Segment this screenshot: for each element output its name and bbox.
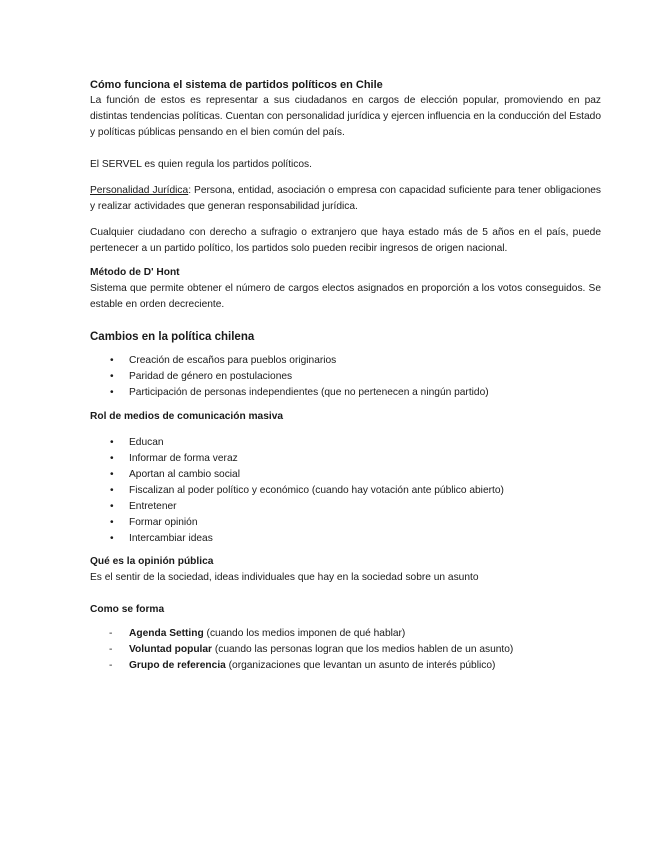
term-grupo-referencia: Grupo de referencia bbox=[129, 660, 226, 671]
list-item: - Grupo de referencia (organizaciones que levantan un asunto de interés público) bbox=[90, 658, 601, 674]
paragraph-servel: El SERVEL es quien regula los partidos políticos. bbox=[90, 159, 312, 170]
dash-icon: - bbox=[109, 644, 113, 655]
list-medios bbox=[90, 435, 601, 547]
paragraph-opinion: Es el sentir de la sociedad, ideas individuales que hay en la sociedad sobre un asunto bbox=[90, 572, 479, 583]
paragraph-ciudadano: Cualquier ciudadano con derecho a sufragio o extranjero que haya estado más de 5 años en el país, puede pertenecer a un partido político, los partidos solo pueden recibir ingresos de origen nacional. bbox=[90, 227, 601, 254]
bullet-icon: • bbox=[110, 501, 114, 512]
bullet-icon: • bbox=[110, 485, 114, 496]
section-title-opinion: Qué es la opinión pública bbox=[90, 556, 214, 567]
dash-icon: - bbox=[109, 660, 113, 671]
bullet-icon: • bbox=[110, 453, 114, 464]
list-item: • Formar opinión bbox=[90, 515, 601, 531]
term-agenda-setting: Agenda Setting bbox=[129, 628, 204, 639]
bullet-icon: • bbox=[110, 437, 114, 448]
dash-icon: - bbox=[109, 628, 113, 639]
section-title-forma: Como se forma bbox=[90, 604, 165, 615]
paragraph-personalidad bbox=[90, 183, 601, 215]
term-voluntad-popular: Voluntad popular bbox=[129, 644, 213, 655]
list-forma bbox=[90, 626, 601, 674]
section-title-partidos: Cómo funciona el sistema de partidos políticos en Chile bbox=[90, 79, 383, 91]
bullet-icon: • bbox=[110, 387, 114, 398]
list-cambios bbox=[90, 353, 601, 401]
bullet-icon: • bbox=[110, 533, 114, 544]
list-item: - Agenda Setting (cuando los medios imponen de qué hablar) bbox=[90, 626, 601, 642]
paragraph-funcion: La función de estos es representar a sus ciudadanos en cargos de elección popular, promoviendo en paz distintas tendencias políticas. Cuentan con personalidad jurídica y ejercen influencia en la conducción del Estado y políticas públicas pensando en el bien común del país. bbox=[90, 95, 601, 138]
paragraph-dhont: Sistema que permite obtener el número de cargos electos asignados en proporción a los votos conseguidos. Se estable en orden decreciente. bbox=[90, 283, 601, 310]
bullet-icon: • bbox=[110, 371, 114, 382]
list-item: • Paridad de género en postulaciones bbox=[90, 369, 601, 385]
section-title-dhont: Método de D' Hont bbox=[90, 267, 180, 278]
list-item: • Intercambiar ideas bbox=[90, 531, 601, 547]
bullet-icon: • bbox=[110, 517, 114, 528]
document-body bbox=[90, 77, 601, 674]
bullet-icon: • bbox=[110, 355, 114, 366]
list-item: • Aportan al cambio social bbox=[90, 467, 601, 483]
term-personalidad-juridica: Personalidad Jurídica bbox=[90, 185, 189, 196]
list-item: • Entretener bbox=[90, 499, 601, 515]
bullet-icon: • bbox=[110, 469, 114, 480]
section-title-medios: Rol de medios de comunicación masiva bbox=[90, 411, 284, 422]
list-item: • Creación de escaños para pueblos originarios bbox=[90, 353, 601, 369]
definition-personalidad-juridica: : Persona, entidad, asociación o empresa con capacidad suficiente para tener obligaciones y realizar actividades que generan responsabilidad jurídica. bbox=[90, 185, 601, 212]
list-item: • Informar de forma veraz bbox=[90, 451, 601, 467]
list-item: • Educan bbox=[90, 435, 601, 451]
list-item: • Participación de personas independientes (que no pertenecen a ningún partido) bbox=[90, 385, 601, 401]
list-item: • Fiscalizan al poder político y económico (cuando hay votación ante público abierto) bbox=[90, 483, 601, 499]
section-title-cambios: Cambios en la política chilena bbox=[90, 331, 255, 343]
list-item: - Voluntad popular (cuando las personas logran que los medios hablen de un asunto) bbox=[90, 642, 601, 658]
